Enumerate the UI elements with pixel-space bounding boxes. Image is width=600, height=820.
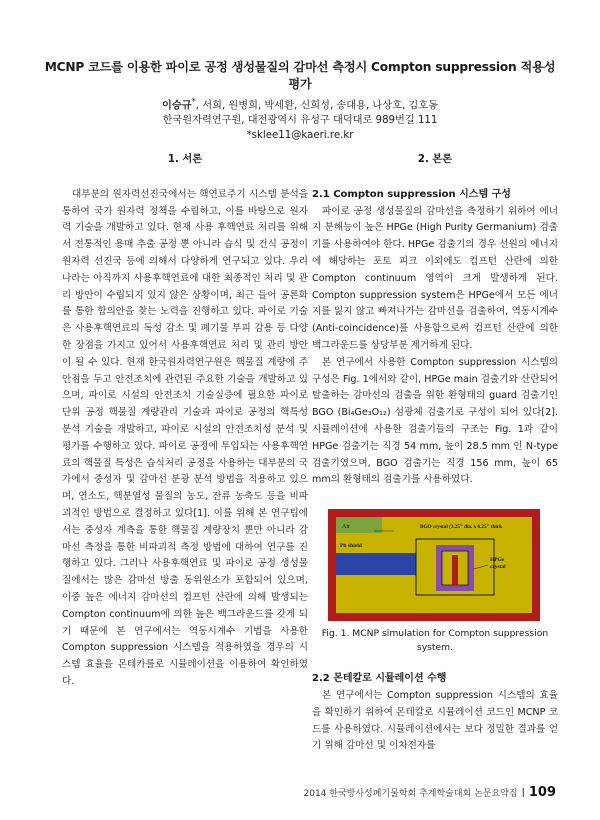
figure-1 <box>312 509 558 621</box>
body-paragraph: 파이로 공정 생성물질의 감마선을 측정하기 위하여 에너지 분해능이 높은 HPGe (High Purity Germanium) 검출기를 사용하여야 한다. HPGe 검출기의 경우 선원의 에너지에 해당하는 포토 피크 이외에도 컴프턴 산란에 의한 Compton continuum 영역이 크게 발생하게 된다. Compton suppression system은 HPGe에서 모든 에너지를 잃지 않고 빠져나가는 감마선을 검출하여, 역동시계수(Anti-coincidence)를 사용함으로써 컴프턴 산란에 의한 백그라운드를 상당부분 제거하게 된다. <box>312 205 558 351</box>
first-author: 이승규 <box>162 100 192 112</box>
body-paragraph: 본 연구에서는 Compton suppression 시스템의 효율을 확인하기 위하여 몬테칼로 시뮬레이션 코드인 MCNP 코드를 사용하였다. 시뮬레이션에서는 보다 정밀한 결과를 얻기 위해 감마선 및 이차전자를 <box>312 689 558 752</box>
page-number: 109 <box>528 785 556 800</box>
pb-shield-region <box>336 553 416 575</box>
co-authors: , 서희, 원병희, 박세환, 신희성, 송대용, 나상호, 김호동 <box>195 100 438 112</box>
subsection-heading-2-1: 2.1 Compton suppression 시스템 구성 <box>312 188 511 200</box>
page-footer <box>304 785 557 800</box>
proceedings-name: 2014 한국방사성폐기물학회 추계학술대회 논문요약집 <box>303 789 518 799</box>
label-bgo: BGO crystal (3.25" dia. x 6.25" thick <box>420 524 502 531</box>
subsection-heading-2-2: 2.2 몬테칼로 시뮬레이션 수행 <box>312 673 447 685</box>
body-paragraph: 본 연구에서 사용한 Compton suppression 시스템의 구성은 Fig. 1에서와 같이, HPGe main 검출기와 산란되어 탈출하는 감마선의 검출을 위한 환형태의 guard 검출기인 BGO (Bi₄Ge₃O₁₂) 섬광체 검출기로 구성이 되어 있다[2]. 시뮬레이션에 사용한 검출기들의 구조는 Fig. 1과 같이 HPGe 검출기는 직경 54 mm, 높이 28.5 mm 인 N-type 검출기였으며, BGO 검출기는 직경 156 mm, 높이 65 mm의 환형태의 검출기를 사용하였다. <box>312 356 558 486</box>
label-hpge-crystal: crystal <box>490 564 506 571</box>
figure-caption: Fig. 1. MCNP simulation for Compton suppression system. <box>321 628 549 654</box>
author-block <box>40 95 560 143</box>
left-column <box>62 152 308 691</box>
hpge-core <box>452 555 458 585</box>
section-heading-body: 2. 본론 <box>417 154 453 165</box>
author-email: *sklee11@kaeri.re.kr <box>246 130 354 142</box>
mcnp-geometry-diagram <box>328 509 540 621</box>
right-column <box>312 152 558 755</box>
author-list <box>40 95 560 113</box>
section-heading-introduction: 1. 서론 <box>167 154 203 165</box>
footer-separator: | <box>521 787 525 798</box>
label-hpge: HPGe <box>490 557 505 564</box>
corresponding-mark: * <box>191 97 196 107</box>
label-air: Air <box>342 524 350 531</box>
paper-title: MCNP 코드를 이용한 파이로 공정 생성물질의 감마선 측정시 Compton suppression 적용성 평가 <box>44 60 556 91</box>
intro-paragraph: 대부분의 원자력선진국에서는 핵연료주기 시스템 분석을 통하여 국가 원자력 정책을 수립하고, 이를 바탕으로 원자력 기술을 개발하고 있다. 현재 사용 후핵연료 처리를 위해서 전통적인 용매 추출 공정 뿐 아니라 습식 및 건식 공정이 원자력 선진국 등에 의해서 다양하게 연구되고 있다. 우리나라는 아직까지 사용후핵연료에 대한 최종적인 처리 및 관리 방안이 수립되지 있지 않은 상황이며, 최근 들어 공론화를 통한 합의안을 찾는 노력을 진행하고 있다. 파이로 기술은 사용후핵연료의 독성 감소 및 폐기물 부피 감용 등 다양한 장점을 가지고 있어서 사용후핵연료 처리 및 관리 방안이 될 수 있다. 현재 한국원자력연구원은 핵물질 계량에 주안점을 두고 안전조치에 관련된 주요한 기술을 개발하고 있으며, 파이로 시설의 안전조치 기술실증에 필요한 파이로 단위 공정 핵물질 계량관리 기술과 파이로 공정의 핵특성 분석 기술을 개발하고, 파이로 시설의 안전조치성 분석 및 평가를 수행하고 있다. 파이로 공정에 투입되는 사용후핵연료의 핵물질 특성은 습식처리 공정을 사용하는 대부분의 국가에서 중성자 및 감마선 분광 분석 방법을 적용하고 있으며, 연소도, 핵분열성 물질의 농도, 잔류 농축도 등을 비파괴적인 방법으로 결정하고 있다[1]. 이를 위해 본 연구팀에서는 중성자 계측을 통한 핵물질 계량장치 뿐만 아니라 감마선 측정을 통한 비파괴적 측정 방법에 대하여 연구를 진행하고 있다. 그러나 사용후핵연료 및 파이로 공정 생성물질에서는 많은 감마선 방출 동위원소가 포함되어 있으며, 이중 높은 에너지 감마선의 컴프턴 산란에 의해 발생되는 Compton continuum에 의한 높은 백그라운드를 갖게 되기 때문에 본 연구에서는 역동시계수 기법을 사용한 Compton suppression 시스템을 적용하였을 경우의 시스템 효율을 몬테카를로 시뮬레이션을 이용하여 확인하였다. <box>62 188 308 687</box>
label-pb-shield: Pb shield <box>340 543 362 550</box>
affiliation: 한국원자력연구원, 대전광역시 유성구 대덕대로 989번길 111 <box>162 115 438 127</box>
